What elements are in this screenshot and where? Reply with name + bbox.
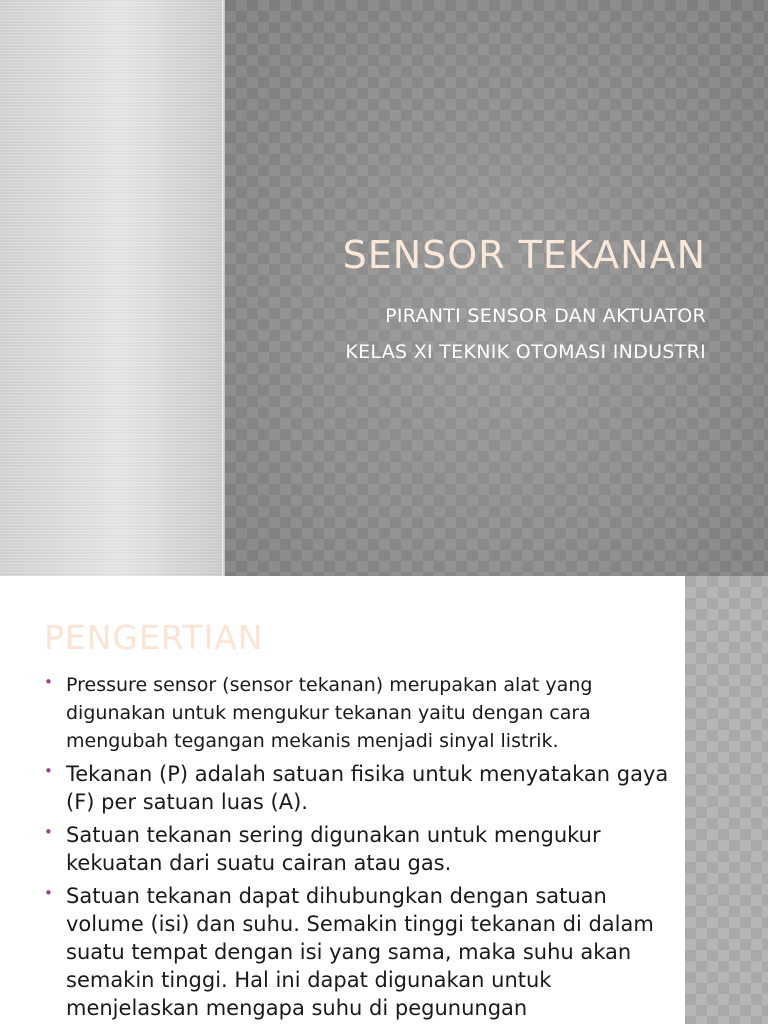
section-heading: PENGERTIAN bbox=[44, 618, 264, 657]
subtitle-line: KELAS XI TEKNIK OTOMASI INDUSTRI bbox=[345, 341, 706, 363]
content-slide bbox=[0, 576, 768, 1024]
bullet-text: Tekanan (P) adalah satuan fisika untuk menyatakan gaya (F) per satuan luas (A). bbox=[66, 762, 669, 814]
list-item bbox=[44, 882, 674, 1022]
list-item bbox=[44, 671, 674, 755]
bullet-icon: • bbox=[44, 762, 53, 780]
title-slide-left-panel bbox=[0, 0, 222, 576]
list-item bbox=[44, 821, 674, 877]
bullet-text: Satuan tekanan sering digunakan untuk mengukur kekuatan dari suatu cairan atau gas. bbox=[66, 823, 601, 875]
bullet-icon: • bbox=[44, 673, 53, 691]
list-item bbox=[44, 760, 674, 816]
title-slide-pattern-panel bbox=[225, 0, 768, 576]
bullet-list bbox=[44, 671, 674, 1024]
slide-title: SENSOR TEKANAN bbox=[342, 233, 706, 277]
bullet-text: Pressure sensor (sensor tekanan) merupakan alat yang digunakan untuk mengukur tekanan yaitu dengan cara mengubah tegangan mekanis menjadi sinyal listrik. bbox=[66, 674, 593, 752]
bullet-icon: • bbox=[44, 884, 53, 902]
content-slide-pattern-strip bbox=[685, 576, 768, 1024]
subtitle-line: PIRANTI SENSOR DAN AKTUATOR bbox=[385, 305, 706, 327]
bullet-icon: • bbox=[44, 823, 53, 841]
bullet-text: Satuan tekanan dapat dihubungkan dengan satuan volume (isi) dan suhu. Semakin tinggi tekanan di dalam suatu tempat dengan isi yang sama, maka suhu akan semakin tinggi. Hal ini dapat digunakan untuk menjelaskan mengapa suhu di pegunungan bbox=[66, 884, 654, 1020]
slide-subtitle bbox=[345, 298, 706, 370]
